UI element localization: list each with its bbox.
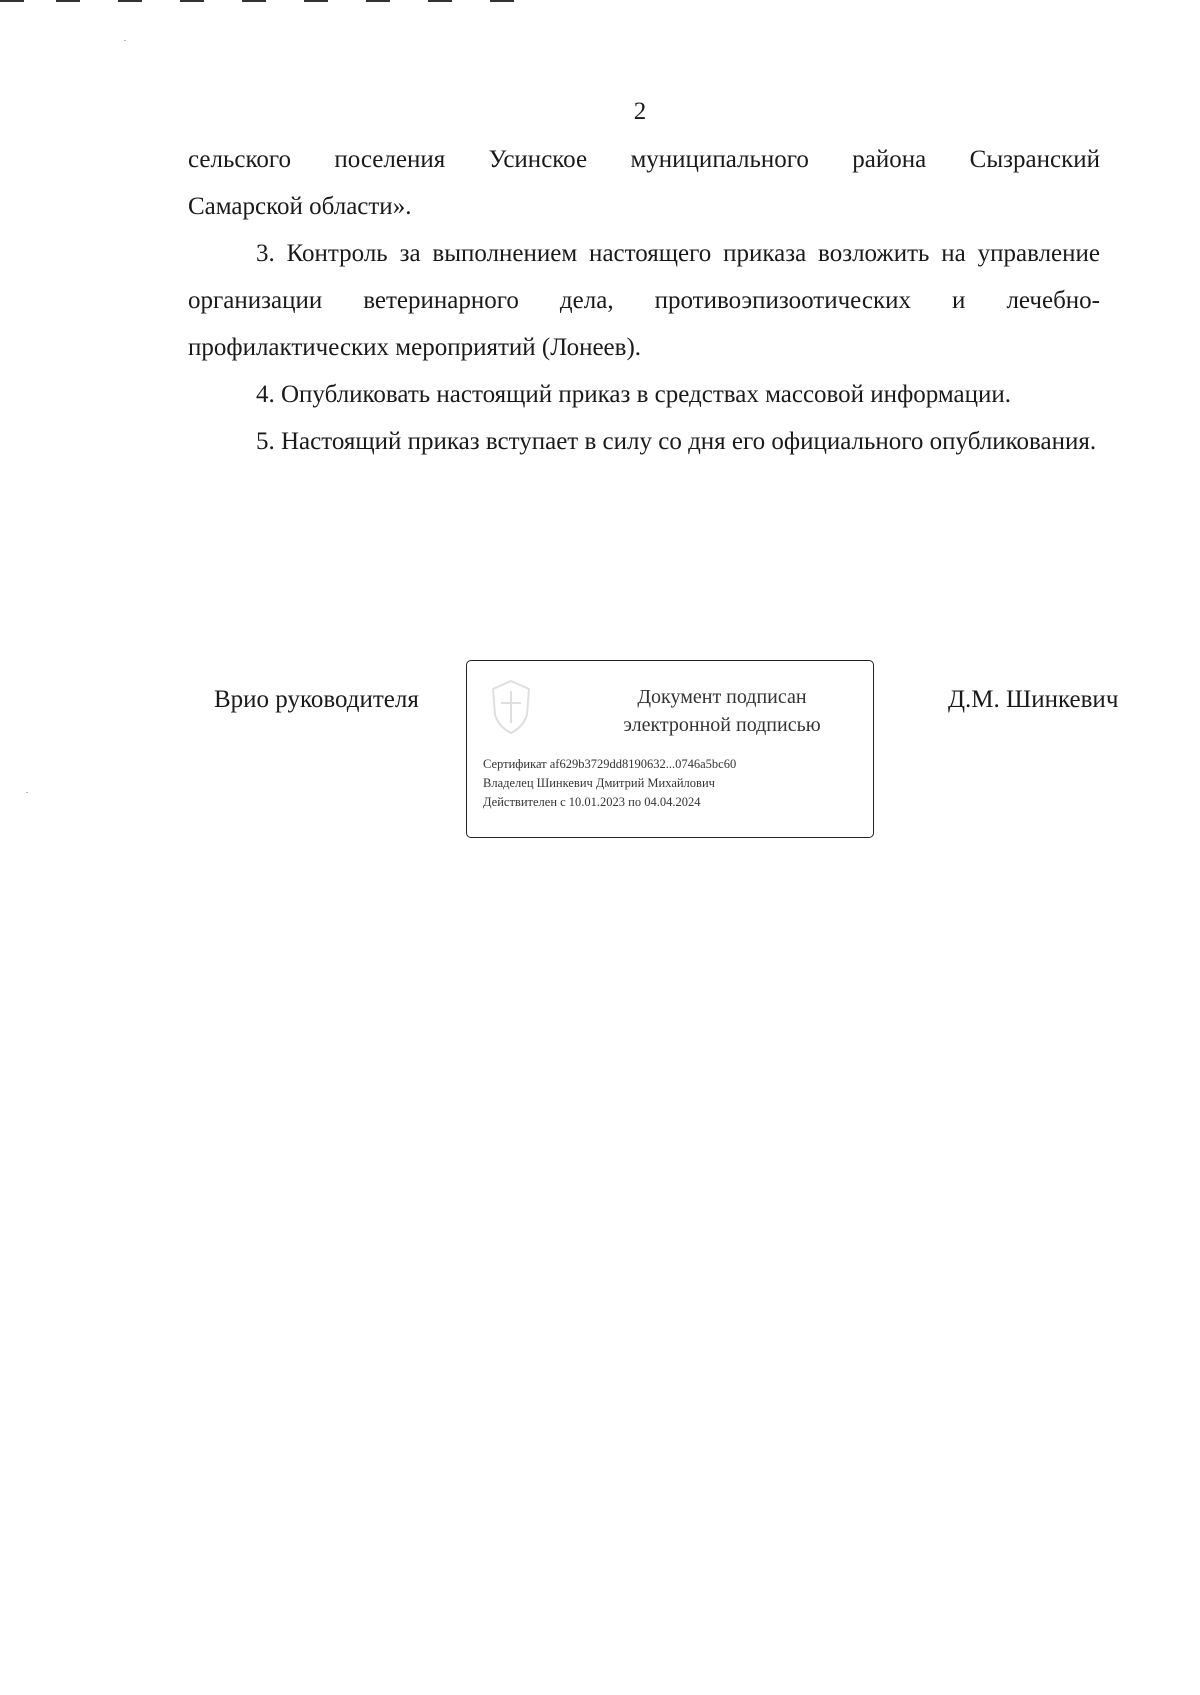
scan-speck (26, 792, 28, 793)
paragraph-continuation-line2: Самарской области». (188, 193, 412, 220)
page-number: 2 (633, 98, 647, 125)
electronic-signature-stamp (466, 660, 874, 838)
paragraph-item-5: 5. Настоящий приказ вступает в силу со дня его официального опубликования. (256, 428, 1097, 455)
top-edge-dashes (0, 0, 560, 6)
stamp-heading (587, 683, 857, 739)
stamp-certificate: Сертификат af629b3729dd8190632...0746a5bc60 (483, 757, 737, 771)
signatory-title: Врио руководителя (214, 686, 419, 713)
stamp-heading-line1: Документ подписан (637, 686, 807, 708)
stamp-details (483, 755, 863, 812)
paragraph-continuation-line1: сельского поселения Усинское муниципального района Сызранский (188, 146, 1100, 173)
stamp-heading-line2: электронной подписью (623, 714, 821, 736)
stamp-owner: Владелец Шинкевич Дмитрий Михайлович (483, 776, 715, 790)
scan-speck (124, 40, 126, 41)
signatory-name: Д.М. Шинкевич (948, 686, 1119, 713)
paragraph-item-4: 4. Опубликовать настоящий приказ в средствах массовой информации. (256, 381, 1012, 408)
paragraph-item-3: 3. Контроль за выполнением настоящего приказа возложить на управление организации ветеринарного дела, противоэпизоотических и лечебно-профилактических мероприятий (Лонеев). (188, 240, 1100, 361)
stamp-validity: Действителен с 10.01.2023 по 04.04.2024 (483, 795, 701, 809)
coat-of-arms-icon (489, 679, 533, 735)
